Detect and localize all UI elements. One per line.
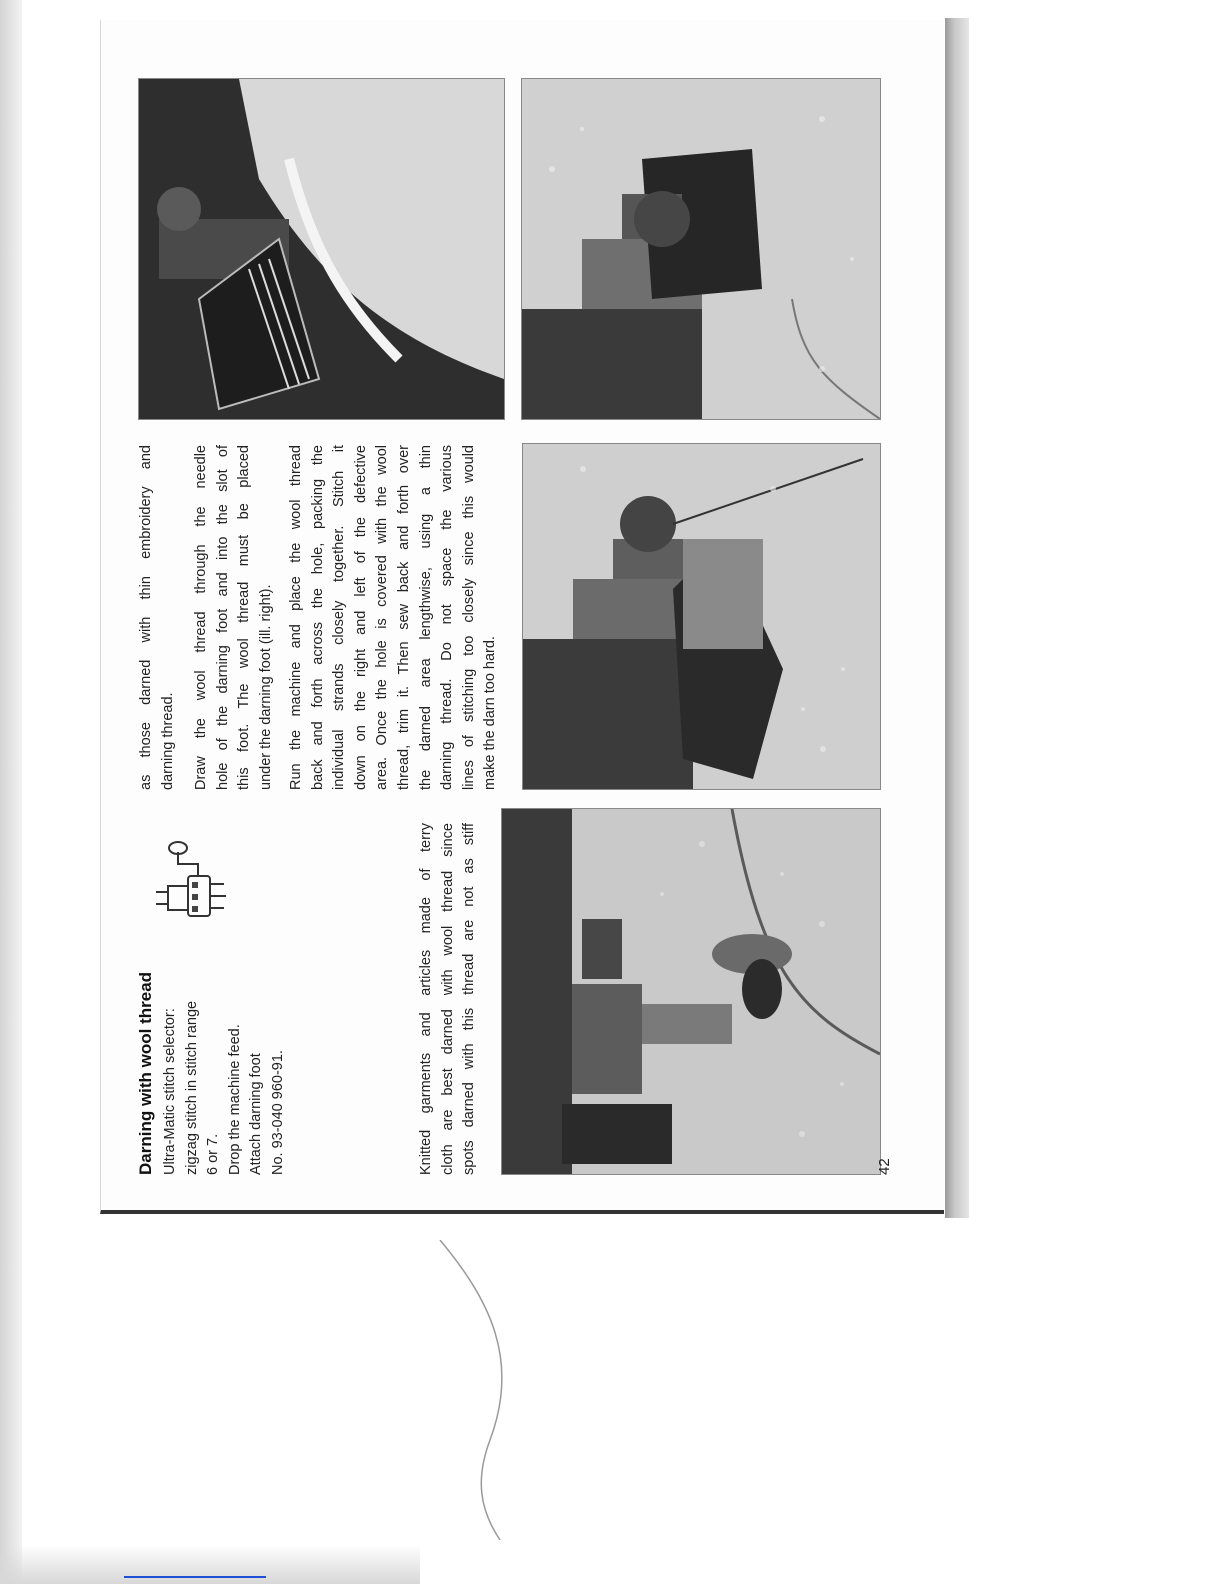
scan-edge-right	[945, 18, 969, 1218]
intro-paragraph	[416, 823, 481, 1175]
run-line: back and forth across the hole, packing the	[309, 445, 326, 790]
draw-line: under the darning foot (ill. right).	[257, 584, 274, 790]
settings-line: Ultra-Matic stitch selector:	[162, 1008, 178, 1175]
run-line: area. Once the hole is covered with the wool	[374, 445, 391, 790]
scan-bottom-shadow	[0, 1545, 420, 1584]
draw-line: hole of the darning foot and into the slot of	[214, 445, 231, 790]
intro-line: cloth are best darned with wool thread since	[439, 823, 456, 1175]
scan-artifact-cable	[430, 1240, 550, 1540]
photo-darning-foot-on-cloth	[501, 808, 881, 1175]
photo-darning-finished	[521, 78, 881, 420]
rotated-page-content	[126, 65, 893, 1175]
settings-line: Attach darning foot	[248, 1053, 265, 1175]
run-line: individual strands closely together. Stitch it	[331, 445, 348, 790]
run-line: the darned area lengthwise, using a thin	[417, 445, 434, 790]
continued-line: as those darned with thin embroidery and	[138, 445, 154, 790]
continued-line: darning thread.	[159, 692, 176, 790]
settings-line: Drop the machine feed.	[226, 1024, 243, 1175]
run-line: thread, trim it. Then sew back and forth over	[395, 445, 412, 790]
run-line: down on the right and left of the defective	[352, 445, 369, 790]
run-line: darning thread. Do not space the various	[439, 445, 456, 790]
scan-artifact-line	[124, 1576, 266, 1578]
run-paragraph	[286, 445, 502, 790]
settings-line: No. 93-040 960-91.	[269, 1050, 286, 1175]
draw-line: this foot. The wool thread must be placed	[236, 445, 253, 790]
page-number: 42	[876, 1158, 893, 1175]
photo-darning-start	[522, 443, 881, 790]
settings-line: zigzag stitch in stitch range	[183, 1000, 200, 1175]
run-line: Run the machine and place the wool thread	[288, 445, 304, 790]
run-line: lines of stitching too closely since this would	[460, 445, 477, 790]
draw-paragraph	[191, 445, 277, 790]
scan-edge-left	[0, 0, 22, 1584]
section-title: Darning with wool thread	[136, 971, 155, 1175]
darning-foot-icon	[138, 830, 258, 930]
run-line: make the darn too hard.	[482, 636, 499, 790]
draw-line: Draw the wool thread through the needle	[193, 445, 209, 790]
intro-line: spots darned with this thread are not as stiff	[461, 823, 478, 1175]
photo-threading-darning-foot	[138, 78, 505, 420]
settings-line: 6 or 7.	[205, 1133, 222, 1175]
continued-paragraph	[136, 445, 179, 790]
intro-line: Knitted garments and articles made of terry	[418, 823, 434, 1175]
